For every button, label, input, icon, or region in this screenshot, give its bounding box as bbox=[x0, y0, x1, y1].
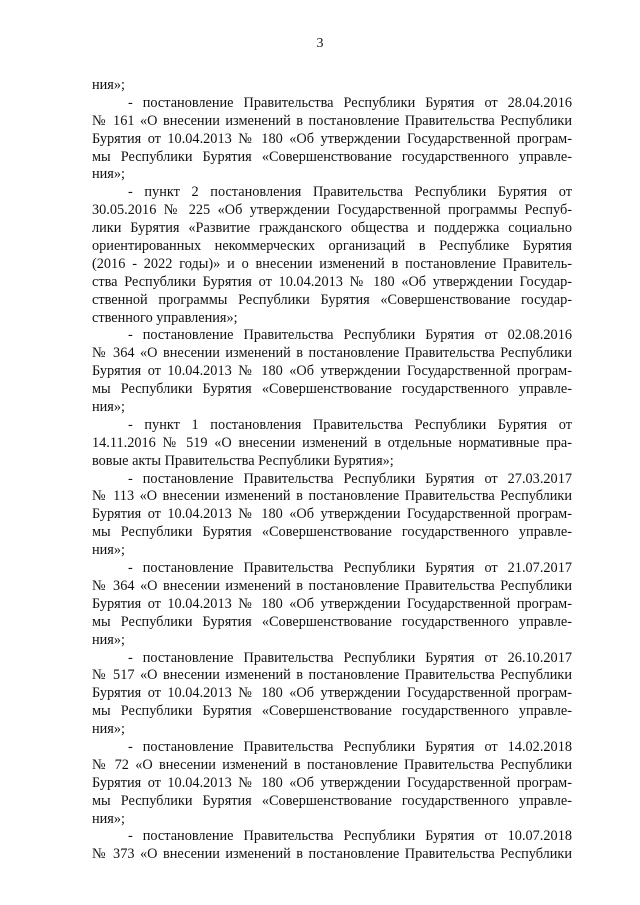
text-line: ния»; bbox=[92, 399, 125, 416]
text-line: мы Республики Бурятия «Совершенствование государственного управле- bbox=[92, 703, 572, 720]
text-line: вовые акты Правительства Республики Бурятия»; bbox=[92, 452, 394, 469]
text-line: - постановление Правительства Республики Бурятия от 14.02.2018 bbox=[128, 738, 572, 755]
text-line: мы Республики Бурятия «Совершенствование государственного управле- bbox=[92, 381, 572, 398]
text-line: № 364 «О внесении изменений в постановление Правительства Республики bbox=[92, 577, 572, 594]
text-line: ственного управления»; bbox=[92, 309, 238, 326]
text-line: мы Республики Бурятия «Совершенствование государственного управле- bbox=[92, 524, 572, 541]
text-line: ства Республики Бурятия от 10.04.2013 № 180 «Об утверждении Государ- bbox=[92, 273, 572, 290]
text-line: - пункт 1 постановления Правительства Республики Бурятия от bbox=[128, 416, 572, 433]
text-line: ственной программы Республики Бурятия «Совершенствование государ- bbox=[92, 291, 572, 308]
text-line: 14.11.2016 № 519 «О внесении изменений в отдельные нормативные пра- bbox=[92, 434, 572, 451]
text-line: № 517 «О внесении изменений в постановление Правительства Республики bbox=[92, 667, 572, 684]
text-line: 30.05.2016 № 225 «Об утверждении Государственной программы Респуб- bbox=[92, 202, 572, 219]
text-line: лики Бурятия «Развитие гражданского общества и поддержка социально bbox=[92, 220, 572, 237]
text-line: Бурятия от 10.04.2013 № 180 «Об утверждении Государственной програм- bbox=[92, 685, 572, 702]
text-line: мы Республики Бурятия «Совершенствование государственного управле- bbox=[92, 792, 572, 809]
text-line: (2016 - 2022 годы)» и о внесении изменений в постановление Правитель- bbox=[92, 255, 572, 272]
document-body bbox=[92, 77, 572, 864]
text-line: № 364 «О внесении изменений в постановление Правительства Республики bbox=[92, 345, 572, 362]
text-line: - постановление Правительства Республики Бурятия от 10.07.2018 bbox=[128, 828, 572, 845]
text-line: № 161 «О внесении изменений в постановление Правительства Республики bbox=[92, 112, 572, 129]
text-line: Бурятия от 10.04.2013 № 180 «Об утверждении Государственной програм- bbox=[92, 595, 572, 612]
text-line: ния»; bbox=[92, 721, 125, 738]
text-line: - пункт 2 постановления Правительства Республики Бурятия от bbox=[128, 184, 572, 201]
text-line: ния»; bbox=[92, 542, 125, 559]
text-line: ния»; bbox=[92, 166, 125, 183]
text-line: - постановление Правительства Республики Бурятия от 27.03.2017 bbox=[128, 470, 572, 487]
text-line: мы Республики Бурятия «Совершенствование государственного управле- bbox=[92, 148, 572, 165]
text-line: мы Республики Бурятия «Совершенствование государственного управле- bbox=[92, 613, 572, 630]
text-line: - постановление Правительства Республики Бурятия от 02.08.2016 bbox=[128, 327, 572, 344]
text-line: Бурятия от 10.04.2013 № 180 «Об утверждении Государственной програм- bbox=[92, 774, 572, 791]
text-line: № 113 «О внесении изменений в постановление Правительства Республики bbox=[92, 488, 572, 505]
text-line: - постановление Правительства Республики Бурятия от 21.07.2017 bbox=[128, 560, 572, 577]
text-line: ния»; bbox=[92, 631, 125, 648]
text-line: Бурятия от 10.04.2013 № 180 «Об утверждении Государственной програм- bbox=[92, 130, 572, 147]
text-line: Бурятия от 10.04.2013 № 180 «Об утверждении Государственной програм- bbox=[92, 506, 572, 523]
page-number: 3 bbox=[316, 36, 324, 51]
text-line: № 373 «О внесении изменений в постановление Правительства Республики bbox=[92, 846, 572, 863]
text-line: - постановление Правительства Республики Бурятия от 28.04.2016 bbox=[128, 94, 572, 111]
text-line: ния»; bbox=[92, 77, 125, 93]
text-line: № 72 «О внесении изменений в постановление Правительства Республики bbox=[92, 756, 572, 773]
text-line: Бурятия от 10.04.2013 № 180 «Об утверждении Государственной програм- bbox=[92, 363, 572, 380]
text-line: ния»; bbox=[92, 810, 125, 827]
text-line: - постановление Правительства Республики Бурятия от 26.10.2017 bbox=[128, 649, 572, 666]
text-line: ориентированных некоммерческих организаций в Республике Бурятия bbox=[92, 238, 572, 255]
